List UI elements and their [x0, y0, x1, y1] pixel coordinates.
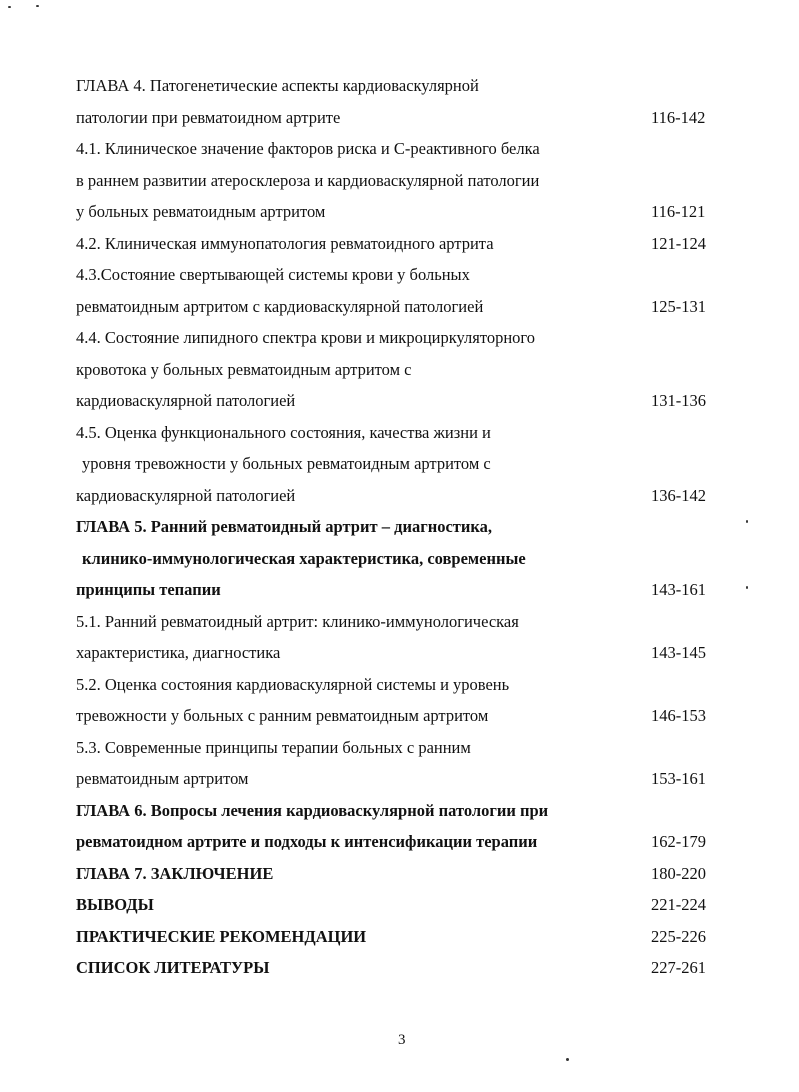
toc-entry-text: ГЛАВА 4. Патогенетические аспекты кардиоваскулярной [76, 76, 479, 95]
toc-line [76, 417, 726, 449]
toc-entry-text: 5.3. Современные принципы терапии больных с ранним [76, 737, 471, 757]
toc-line [76, 511, 726, 543]
toc-entry-text: 5.1. Ранний ревматоидный артрит: клинико-иммунологическая [76, 611, 519, 631]
toc-line [76, 385, 726, 417]
toc-entry-text: ревматоидным артритом с кардиоваскулярной патологией [76, 296, 484, 316]
toc-line [76, 196, 726, 228]
toc-line [76, 70, 726, 102]
toc-line [76, 354, 726, 386]
table-of-contents [76, 70, 726, 984]
toc-entry-text: ревматоидном артрите и подходы к интенсификации терапии [76, 832, 538, 851]
toc-entry-pages: 227-261 [651, 958, 706, 977]
toc-entry-pages: 143-145 [651, 643, 706, 662]
toc-entry-text: принципы тепапии [76, 580, 221, 599]
toc-entry-text: кардиоваскулярной патологией [76, 391, 296, 410]
toc-entry-pages: 146-153 [651, 706, 706, 725]
toc-line [76, 448, 726, 480]
toc-entry-pages: 225-226 [651, 926, 706, 946]
toc-line [76, 858, 726, 890]
toc-line [76, 952, 726, 984]
toc-entry-text: 4.2. Клиническая иммунопатология ревматоидного артрита [76, 233, 494, 253]
toc-line [76, 102, 726, 134]
toc-entry-pages: 143-161 [651, 580, 706, 599]
toc-entry-pages: 221-224 [651, 895, 706, 914]
page-number: 3 [398, 1032, 406, 1048]
toc-line [76, 700, 726, 732]
toc-line [76, 795, 726, 827]
toc-line [76, 543, 726, 575]
toc-entry-pages: 131-136 [651, 391, 706, 410]
scan-speck [746, 520, 748, 523]
toc-entry-text: 4.4. Состояние липидного спектра крови и микроциркуляторного [76, 328, 536, 347]
toc-entry-text: патологии при ревматоидном артрите [76, 107, 341, 127]
toc-entry-text: ВЫВОДЫ [76, 895, 154, 914]
toc-line [76, 574, 726, 606]
toc-entry-pages: 180-220 [651, 863, 706, 883]
scan-speck [566, 1058, 569, 1061]
toc-entry-text: кардиоваскулярной патологией [76, 485, 296, 505]
toc-entry-text: клинико-иммунологическая характеристика, современные [82, 548, 526, 568]
toc-line [76, 889, 726, 921]
toc-entry-text: кровотока у больных ревматоидным артритом с [76, 359, 412, 379]
toc-entry-text: СПИСОК ЛИТЕРАТУРЫ [76, 958, 270, 977]
scan-speck [8, 6, 11, 8]
toc-line [76, 480, 726, 512]
toc-entry-text: уровня тревожности у больных ревматоидным артритом с [82, 454, 491, 473]
toc-entry-text: ПРАКТИЧЕСКИЕ РЕКОМЕНДАЦИИ [76, 926, 367, 946]
toc-entry-text: 4.3.Состояние свертывающей системы крови у больных [76, 265, 470, 284]
toc-entry-pages: 153-161 [651, 769, 706, 788]
toc-line [76, 165, 726, 197]
toc-entry-pages: 136-142 [651, 485, 706, 505]
toc-entry-text: 5.2. Оценка состояния кардиоваскулярной системы и уровень [76, 674, 510, 694]
toc-entry-pages: 125-131 [651, 296, 706, 316]
toc-line [76, 259, 726, 291]
toc-entry-text: ревматоидным артритом [76, 769, 249, 788]
toc-entry-pages: 162-179 [651, 832, 706, 851]
toc-line [76, 826, 726, 858]
toc-line [76, 669, 726, 701]
toc-line [76, 921, 726, 953]
toc-entry-pages: 116-142 [651, 107, 706, 127]
toc-entry-text: в раннем развитии атеросклероза и кардиоваскулярной патологии [76, 170, 540, 190]
toc-entry-text: ГЛАВА 6. Вопросы лечения кардиоваскулярной патологии при [76, 800, 549, 820]
toc-entry-text: 4.1. Клиническое значение факторов риска и С-реактивного белка [76, 139, 540, 158]
toc-entry-text: у больных ревматоидным артритом [76, 202, 326, 221]
toc-entry-text: 4.5. Оценка функционального состояния, качества жизни и [76, 422, 491, 442]
toc-entry-text: тревожности у больных с ранним ревматоидным артритом [76, 706, 489, 725]
toc-line [76, 732, 726, 764]
toc-line [76, 133, 726, 165]
scan-speck [36, 5, 39, 7]
toc-line [76, 228, 726, 260]
toc-line [76, 637, 726, 669]
toc-entry-text: ГЛАВА 5. Ранний ревматоидный артрит – диагностика, [76, 517, 493, 536]
toc-entry-pages: 116-121 [651, 202, 706, 221]
toc-line [76, 606, 726, 638]
toc-entry-pages: 121-124 [651, 233, 706, 253]
toc-entry-text: характеристика, диагностика [76, 643, 281, 662]
toc-entry-text: ГЛАВА 7. ЗАКЛЮЧЕНИЕ [76, 863, 274, 883]
toc-line [76, 322, 726, 354]
toc-line [76, 763, 726, 795]
toc-line [76, 291, 726, 323]
scan-speck [746, 586, 748, 589]
